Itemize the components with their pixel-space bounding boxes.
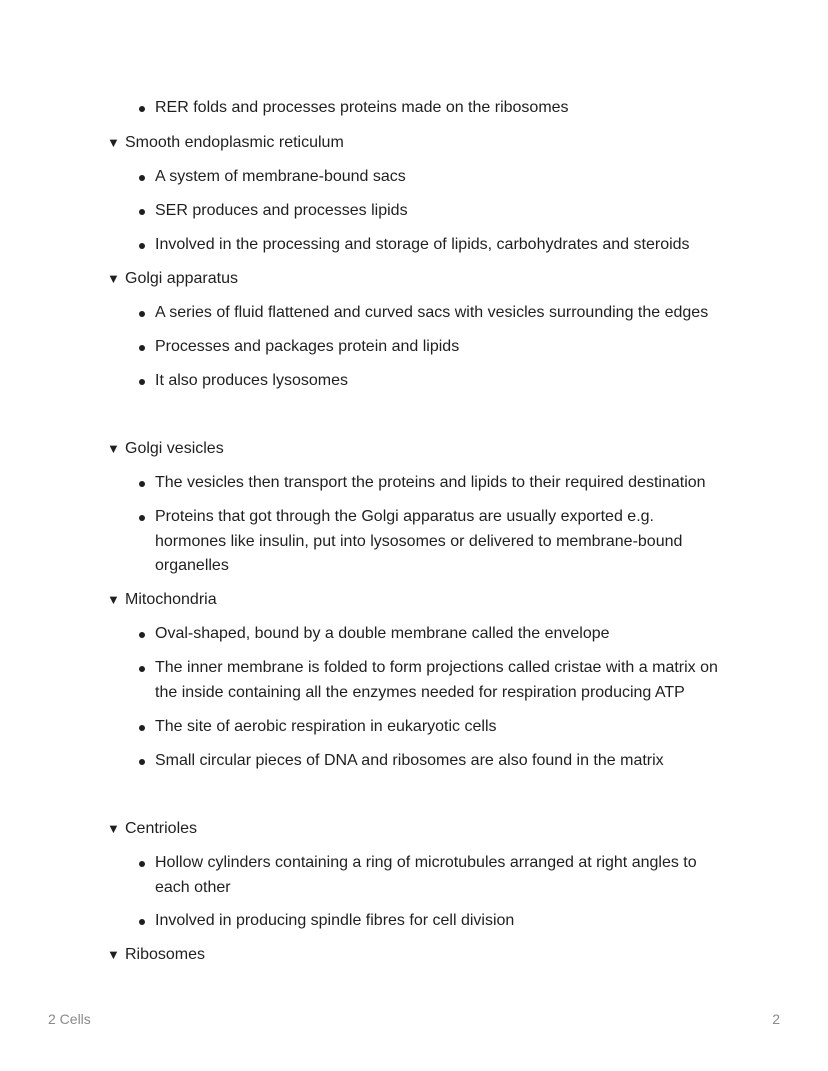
list-item (137, 233, 737, 258)
list-item-text: Involved in the processing and storage of lipids, carbohydrates and steroids (155, 236, 690, 253)
triangle-down-icon[interactable]: ▼ (107, 441, 120, 456)
list-item-text: Hollow cylinders containing a ring of microtubules arranged at right angles to each other (155, 854, 697, 896)
list-item-text: SER produces and processes lipids (155, 202, 408, 219)
toggle-centrioles[interactable] (107, 819, 197, 839)
list-item (137, 301, 737, 326)
list-item (137, 369, 737, 394)
toggle-mitochondria[interactable] (107, 590, 217, 610)
list-item (137, 851, 717, 900)
triangle-down-icon[interactable]: ▼ (107, 821, 120, 836)
bullet-dot-icon (139, 209, 145, 215)
toggle-title: Smooth endoplasmic reticulum (125, 134, 344, 151)
list-item-text: Involved in producing spindle fibres for cell division (155, 912, 515, 929)
triangle-down-icon[interactable]: ▼ (107, 271, 120, 286)
list-item-text: It also produces lysosomes (155, 372, 348, 389)
bullet-dot-icon (139, 919, 145, 925)
footer-document-title: 2 Cells (48, 1011, 91, 1027)
bullet-dot-icon (139, 632, 145, 638)
list-item (137, 715, 737, 740)
list-item (137, 909, 737, 934)
bullet-dot-icon (139, 481, 145, 487)
triangle-down-icon[interactable]: ▼ (107, 947, 120, 962)
toggle-title: Golgi apparatus (125, 270, 238, 287)
list-item (137, 335, 737, 360)
bullet-dot-icon (139, 861, 145, 867)
list-item-text: The vesicles then transport the proteins and lipids to their required destination (155, 474, 706, 491)
list-item-text: A series of fluid flattened and curved sacs with vesicles surrounding the edges (155, 304, 709, 321)
list-item-text: The inner membrane is folded to form projections called cristae with a matrix on the inside containing all the enzymes needed for respiration producing ATP (155, 659, 718, 701)
bullet-dot-icon (139, 515, 145, 521)
toggle-title: Ribosomes (125, 946, 206, 963)
toggle-title: Golgi vesicles (125, 440, 224, 457)
bullet-dot-icon (139, 175, 145, 181)
footer-page-number: 2 (772, 1011, 780, 1027)
list-item-text: Proteins that got through the Golgi apparatus are usually exported e.g. hormones like insulin, put into lysosomes or delivered to membrane-bound organelles (155, 508, 683, 574)
toggle-golgi-apparatus[interactable] (107, 269, 238, 289)
bullet-dot-icon (139, 106, 145, 112)
list-item-text: Oval-shaped, bound by a double membrane called the envelope (155, 625, 610, 642)
bullet-dot-icon (139, 666, 145, 672)
list-item (137, 505, 697, 579)
triangle-down-icon[interactable]: ▼ (107, 592, 120, 607)
list-item (137, 471, 737, 496)
bullet-dot-icon (139, 345, 145, 351)
bullet-dot-icon (139, 311, 145, 317)
bullet-dot-icon (139, 759, 145, 765)
list-item (137, 165, 737, 190)
toggle-title: Mitochondria (125, 591, 217, 608)
toggle-title: Centrioles (125, 820, 198, 837)
bullet-dot-icon (139, 725, 145, 731)
list-item-text: Processes and packages protein and lipids (155, 338, 460, 355)
toggle-smooth-er[interactable] (107, 133, 344, 153)
list-item (137, 96, 737, 121)
toggle-ribosomes[interactable] (107, 945, 205, 965)
triangle-down-icon[interactable]: ▼ (107, 135, 120, 150)
list-item-text: RER folds and processes proteins made on the ribosomes (155, 99, 569, 116)
list-item (137, 199, 737, 224)
list-item-text: The site of aerobic respiration in eukaryotic cells (155, 718, 497, 735)
list-item (137, 749, 737, 774)
list-item-text: Small circular pieces of DNA and ribosomes are also found in the matrix (155, 752, 664, 769)
toggle-golgi-vesicles[interactable] (107, 439, 224, 459)
bullet-dot-icon (139, 243, 145, 249)
bullet-dot-icon (139, 379, 145, 385)
list-item (137, 656, 737, 705)
list-item (137, 622, 737, 647)
list-item-text: A system of membrane-bound sacs (155, 168, 406, 185)
